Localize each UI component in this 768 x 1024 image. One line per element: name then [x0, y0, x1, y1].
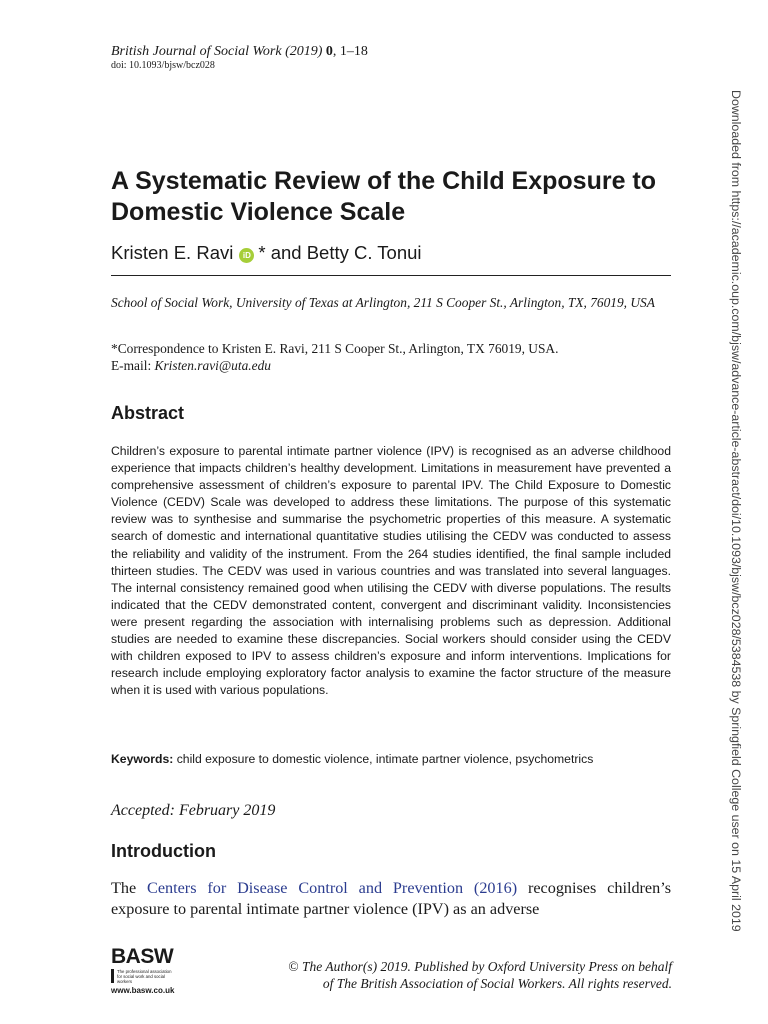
email-label: E-mail: [111, 358, 155, 373]
keywords-label: Keywords: [111, 752, 174, 766]
download-note: Downloaded from https://academic.oup.com/bjsw/advance-article-abstract/doi/10.1093/bjsw/bcz028/5384538 by Springfield College user on 15 April 2019 [729, 90, 743, 932]
journal-volume: 0 [325, 44, 333, 59]
basw-bar-icon [111, 969, 114, 983]
orcid-icon[interactable]: iD [239, 248, 254, 263]
article-title: A Systematic Review of the Child Exposure to Domestic Violence Scale [111, 167, 657, 226]
author-rest: * and Betty C. Tonui [258, 242, 422, 263]
basw-tag [111, 969, 181, 984]
journal-citation [111, 44, 368, 60]
keywords-text: child exposure to domestic violence, intimate partner violence, psychometrics [173, 752, 594, 766]
introduction-body [111, 878, 671, 920]
title-divider [111, 275, 671, 276]
copyright-notice [240, 958, 672, 992]
basw-url[interactable]: www.basw.co.uk [111, 986, 175, 995]
author-ravi: Kristen E. Ravi [111, 242, 234, 263]
cdc-citation-link[interactable]: Centers for Disease Control and Prevention (2016) [147, 879, 518, 897]
email-address[interactable]: Kristen.ravi@uta.edu [154, 358, 271, 373]
correspondence [111, 340, 671, 374]
copyright-icon: © [288, 959, 299, 974]
intro-lead: The [111, 879, 148, 897]
basw-tagline: The professional association for social work and social workers [117, 969, 172, 984]
copyright-line-1: The Author(s) 2019. Published by Oxford University Press on behalf [298, 959, 672, 974]
affiliation: School of Social Work, University of Texas at Arlington, 211 S Cooper St., Arlington, TX, 76019, USA [111, 295, 655, 310]
basw-logo-block [111, 946, 181, 995]
abstract-body: Children’s exposure to parental intimate partner violence (IPV) is recognised as an adverse childhood experience that impacts children’s healthy development. Limitations in measurement have prevented a comprehensive assessment of children’s exposure to parental IPV. The Child Exposure to Domestic Violence (CEDV) Scale was developed to address these limitations. The purpose of this systematic review was to synthesise and summarise the psychometric properties of this measure. A systematic search of domestic and international quantitative studies utilising the CEDV was conducted to assess the reliability and validity of the instrument. From the 264 studies identified, the final sample included thirteen studies. The CEDV was used in various countries and was translated into several languages. The internal consistency remained good when utilising the CEDV with diverse populations. The results indicated that the CEDV demonstrated content, convergent and discriminant validity. Inconsistencies were present regarding the association with internalising problems such as depression. Additional studies are needed to examine these discrepancies. Social workers should consider using the CEDV with children exposed to IPV to assess children’s exposure and inform interventions. Implications for research include employing exploratory factor analysis to examine the factor structure of the measure when it is used with various populations. [111, 444, 671, 698]
correspondence-text: *Correspondence to Kristen E. Ravi, 211 S Cooper St., Arlington, TX 76019, USA. [111, 341, 559, 356]
journal-name: British Journal of Social Work (2019) [111, 44, 323, 59]
author-line [111, 242, 422, 264]
keywords [111, 751, 671, 768]
copyright-line-2: of The British Association of Social Workers. All rights reserved. [322, 976, 672, 991]
basw-logo: BASW [111, 945, 174, 968]
intro-text: recognises children’s exposure to parental intimate partner violence (IPV) as an adverse [111, 879, 671, 918]
doi: doi: 10.1093/bjsw/bcz028 [111, 60, 215, 71]
journal-pages: , 1–18 [332, 44, 368, 59]
introduction-heading: Introduction [111, 841, 216, 861]
accepted-date: Accepted: February 2019 [111, 802, 276, 819]
abstract-heading: Abstract [111, 403, 185, 423]
